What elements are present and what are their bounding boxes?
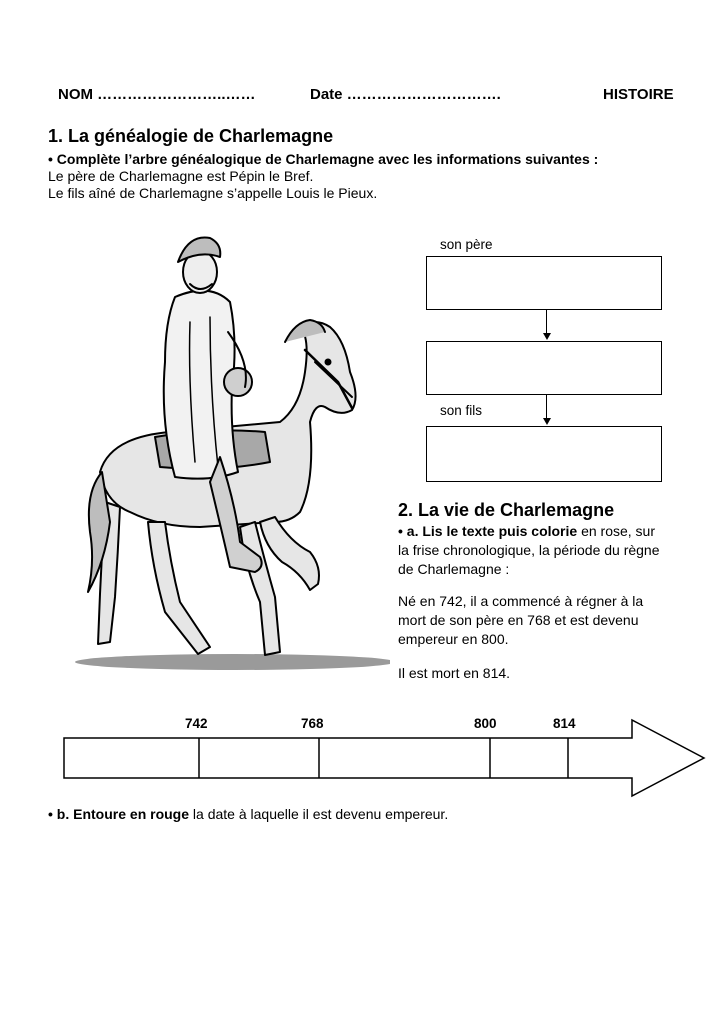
section1-title: 1. La généalogie de Charlemagne bbox=[48, 126, 334, 146]
instruction-b-bold: • b. Entoure en rouge bbox=[48, 806, 190, 822]
biography-text bbox=[398, 592, 688, 649]
tree-connector-line bbox=[546, 309, 547, 333]
arrow-down-icon bbox=[543, 333, 551, 340]
timeline-year-768[interactable]: 768 bbox=[301, 716, 324, 731]
instruction-a-line2: la frise chronologique, la période du règne bbox=[398, 542, 660, 558]
timeline-year-742[interactable]: 742 bbox=[185, 716, 208, 731]
instruction-b bbox=[48, 805, 448, 823]
instruction-b-rest: la date à laquelle il est devenu empereur. bbox=[189, 806, 449, 822]
instruction-a-bold: • a. Lis le texte puis colorie bbox=[398, 523, 578, 539]
section1-instruction: • Complète l’arbre généalogique de Charlemagne avec les informations suivantes : bbox=[48, 151, 599, 167]
father-box-label: son père bbox=[440, 237, 493, 252]
instruction-a-line3: de Charlemagne : bbox=[398, 561, 510, 577]
death-year-text: Il est mort en 814. bbox=[398, 665, 511, 681]
timeline-arrow-shape bbox=[64, 720, 704, 796]
section2-title: 2. La vie de Charlemagne bbox=[398, 500, 615, 520]
son-box-label: son fils bbox=[440, 403, 483, 418]
biography-line: empereur en 800. bbox=[398, 631, 509, 647]
biography-line: mort de son père en 768 et est devenu bbox=[398, 612, 639, 628]
charlemagne-name-box[interactable] bbox=[426, 341, 662, 395]
date-field-label: Date …………………………. bbox=[310, 86, 501, 103]
timeline-year-800[interactable]: 800 bbox=[474, 716, 497, 731]
section2-instruction-a bbox=[398, 522, 688, 579]
subject-label: HISTOIRE bbox=[603, 86, 674, 103]
tree-connector-line bbox=[546, 394, 547, 418]
arrow-down-icon bbox=[543, 418, 551, 425]
instruction-a-rest: en rose, sur bbox=[577, 523, 656, 539]
info-line-father: Le père de Charlemagne est Pépin le Bref. bbox=[48, 168, 314, 184]
father-name-box[interactable] bbox=[426, 256, 662, 310]
charlemagne-on-horseback-illustration bbox=[60, 222, 390, 678]
timeline-year-814[interactable]: 814 bbox=[553, 716, 576, 731]
info-line-son: Le fils aîné de Charlemagne s’appelle Louis le Pieux. bbox=[48, 185, 378, 201]
son-name-box[interactable] bbox=[426, 426, 662, 482]
biography-line: Né en 742, il a commencé à régner à la bbox=[398, 593, 644, 609]
timeline-arrow[interactable] bbox=[60, 718, 710, 798]
name-field-label: NOM ……………………..…… bbox=[58, 86, 256, 103]
